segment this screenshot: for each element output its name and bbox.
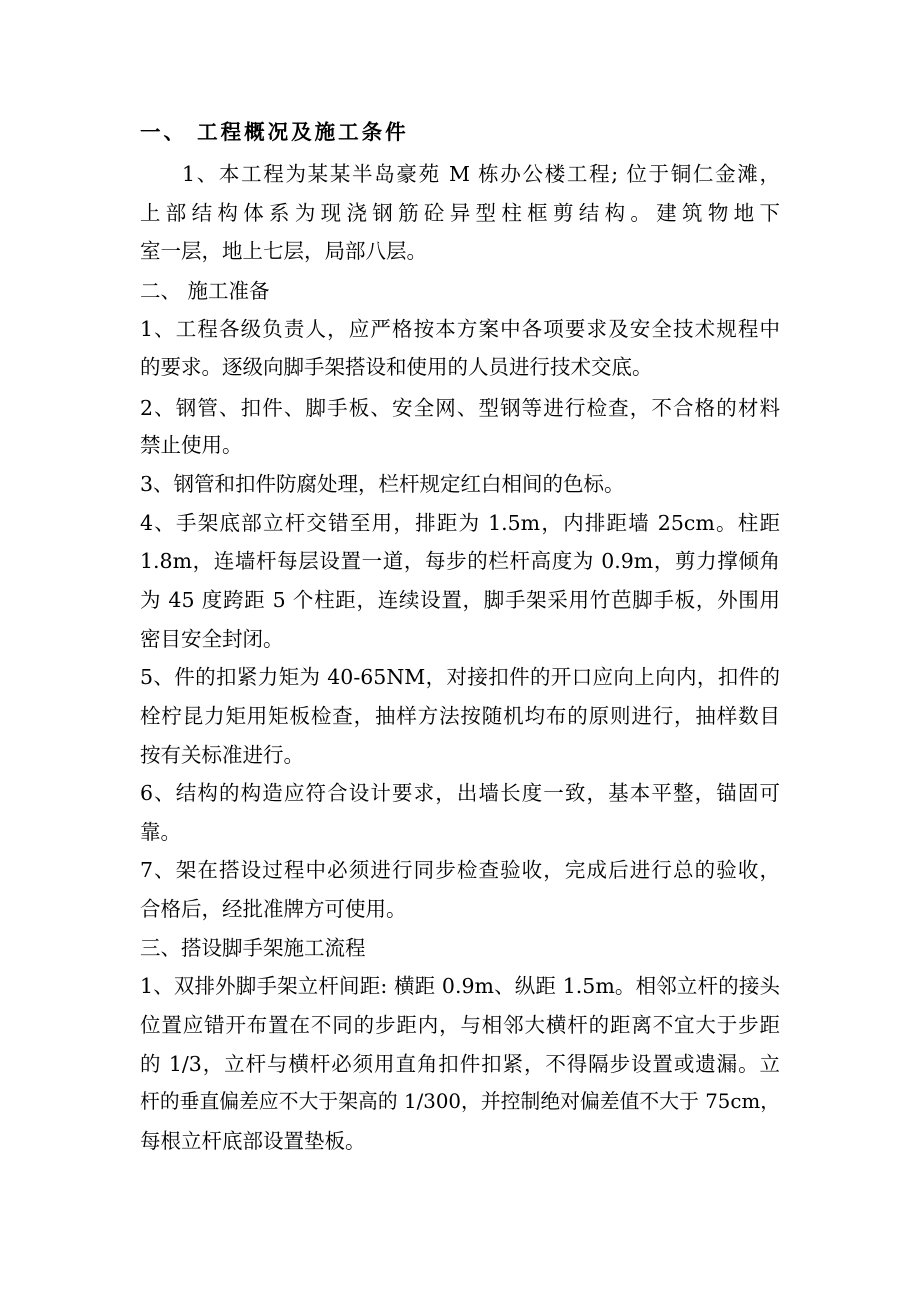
section-heading-1: 一、 工程概况及施工条件 bbox=[140, 120, 409, 144]
paragraph-line: 的要求。逐级向脚手架搭设和使用的人员进行技术交底。 bbox=[140, 355, 653, 379]
paragraph-line: 4、手架底部立杆交错至用，排距为 1.5m，内排距墙 25cm。柱距 bbox=[140, 511, 780, 535]
paragraph-line: 合格后，经批准牌方可使用。 bbox=[140, 897, 407, 921]
paragraph-line: 的 1/3，立杆与横杆必须用直角扣件扣紧，不得隔步设置或遗漏。立 bbox=[140, 1052, 780, 1076]
paragraph-line: 1、双排外脚手架立杆间距: 横距 0.9m、纵距 1.5m。相邻立杆的接头 bbox=[140, 974, 780, 998]
paragraph-line: 禁止使用。 bbox=[140, 433, 243, 457]
paragraph-line: 5、件的扣紧力矩为 40-65NM，对接扣件的开口应向上向内，扣件的 bbox=[140, 665, 780, 689]
paragraph-line: 栓柠昆力矩用矩板检查，抽样方法按随机均布的原则进行，抽样数目 bbox=[140, 704, 780, 728]
paragraph-line: 室一层，地上七层，局部八层。 bbox=[140, 239, 427, 263]
paragraph-line: 6、结构的构造应符合设计要求，出墙长度一致，基本平整，锚固可 bbox=[140, 781, 780, 805]
paragraph-line: 上部结构体系为现浇钢筋砼异型柱框剪结构。建筑物地下 bbox=[140, 201, 780, 225]
section-heading-3: 三、搭设脚手架施工流程 bbox=[140, 936, 366, 960]
paragraph-line: 1、工程各级负责人，应严格按本方案中各项要求及安全技术规程中 bbox=[140, 317, 780, 341]
section-heading-2: 二、 施工准备 bbox=[140, 279, 270, 303]
paragraph-line: 杆的垂直偏差应不大于架高的 1/300，并控制绝对偏差值不大于 75cm， bbox=[140, 1090, 780, 1113]
paragraph-line: 1.8m，连墙杆每层设置一道，每步的栏杆高度为 0.9m，剪力撑倾角 bbox=[140, 549, 780, 573]
paragraph-line: 按有关标准进行。 bbox=[140, 743, 304, 767]
paragraph-line: 靠。 bbox=[140, 820, 181, 844]
paragraph-line: 为 45 度跨距 5 个柱距，连续设置，脚手架采用竹芭脚手板，外围用 bbox=[140, 588, 780, 612]
paragraph-line: 2、钢管、扣件、脚手板、安全网、型钢等进行检查，不合格的材料 bbox=[140, 396, 780, 420]
paragraph-line: 3、钢管和扣件防腐处理，栏杆规定红白相间的色标。 bbox=[140, 472, 625, 496]
paragraph-line: 位置应错开布置在不同的步距内，与相邻大横杆的距离不宜大于步距 bbox=[140, 1013, 780, 1037]
paragraph-line: 每根立杆底部设置垫板。 bbox=[140, 1129, 366, 1153]
paragraph-line: 1、本工程为某某半岛豪苑 M 栋办公楼工程; 位于铜仁金滩， bbox=[182, 162, 780, 186]
paragraph-line: 密目安全封闭。 bbox=[140, 627, 284, 651]
paragraph-line: 7、架在搭设过程中必须进行同步检查验收，完成后进行总的验收， bbox=[140, 858, 780, 882]
